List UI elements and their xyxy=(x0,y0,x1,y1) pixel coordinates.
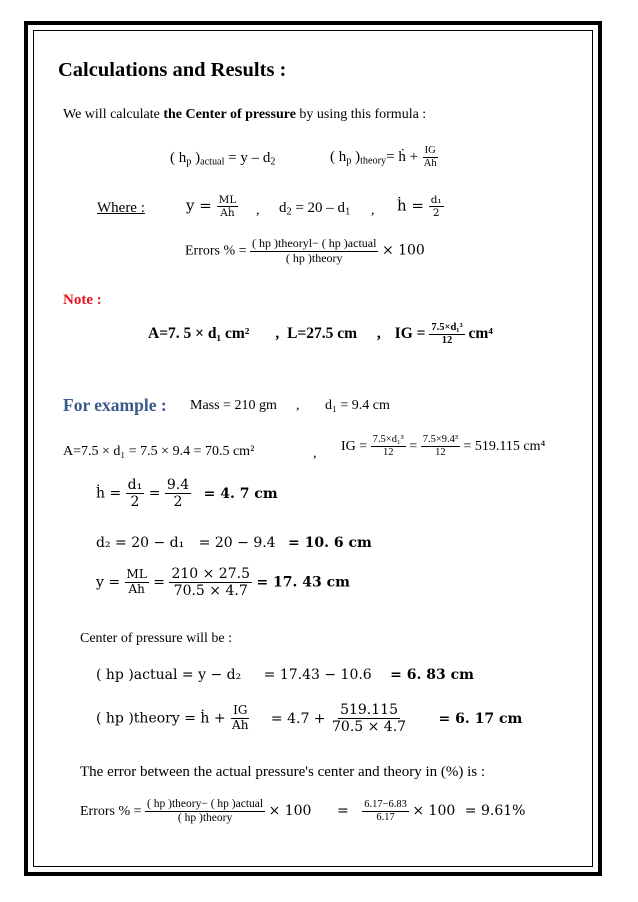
ig-lhs: IG = xyxy=(341,438,368,454)
cop-theory-frac xyxy=(330,702,408,735)
y-frac1 xyxy=(125,568,149,597)
example-label: For example : xyxy=(63,395,167,415)
h-calc xyxy=(96,477,278,510)
where-label: Where : xyxy=(97,200,145,216)
cop-actual xyxy=(96,667,474,683)
example-d1: d₁ = 9.4 cm xyxy=(325,398,390,413)
hpt-close: ) xyxy=(351,149,361,165)
y-eq2: = xyxy=(153,574,165,591)
actual-sub: actual xyxy=(200,156,225,168)
y-num1: ML xyxy=(126,567,147,582)
ml-over-ah xyxy=(217,194,239,219)
h-num1: d₁ xyxy=(127,477,143,493)
error-calc-den2: 6.17 xyxy=(376,812,395,824)
p-sub: p xyxy=(186,156,192,168)
ig-calc xyxy=(341,434,545,459)
h-result: = 4. 7 cm xyxy=(203,485,278,502)
h-eq: ḣ = xyxy=(397,196,424,215)
error-calc-num2: 6.17−6.83 xyxy=(362,799,409,812)
error-calc xyxy=(80,798,525,825)
p-sub2: p xyxy=(346,155,352,167)
h-frac2 xyxy=(165,477,191,510)
d2-lhs: d₂ = 20 − d₁ xyxy=(96,535,185,551)
frac-den: Aḣ xyxy=(423,158,437,170)
error-calc-num: ( hp )theory− ( hp )actual xyxy=(145,798,265,812)
h-num2: 9.4 xyxy=(166,477,190,493)
hp-open: ( h xyxy=(170,150,187,166)
cop-theory-lhs: ( hp )theory = ḣ + xyxy=(96,710,226,727)
ig-frac1 xyxy=(371,434,406,459)
cop-ah: Aḣ xyxy=(232,718,249,733)
ml: ML xyxy=(218,194,237,206)
times-100: × 100 xyxy=(381,242,425,259)
error-calc-times2: × 100 xyxy=(412,802,456,819)
h-lhs: ḣ = xyxy=(96,485,122,502)
hp-actual-rhs: = y – d xyxy=(224,150,271,166)
cop-label: Center of pressure will be : xyxy=(80,631,233,646)
ig-frac2-den: 12 xyxy=(435,447,446,459)
error-calc-frac xyxy=(145,798,265,825)
d2-calc xyxy=(96,535,372,551)
formula-hp-theory xyxy=(330,145,439,170)
hp-close: ) xyxy=(191,150,201,166)
d1: d₁ xyxy=(430,194,442,206)
a-calc: A=7.5 × d₁ = 7.5 × 9.4 = 70.5 cm² xyxy=(63,444,255,459)
ig-result: = 519.115 cm⁴ xyxy=(463,438,546,454)
ah: Aḣ xyxy=(220,207,235,220)
cop-actual-lhs: ( hp )actual = y − d₂ xyxy=(96,667,242,683)
cop-ig-frac xyxy=(230,704,250,733)
y-result: = 17. 43 cm xyxy=(256,574,350,591)
note-ig-num: 7.5×d₁³ xyxy=(429,322,464,335)
y-den2: 70.5 × 4.7 xyxy=(173,583,248,600)
example-sep2: , xyxy=(313,446,317,461)
d2-sub: 2 xyxy=(270,156,276,168)
frac-num: IG xyxy=(423,145,438,158)
note-line xyxy=(148,322,493,347)
errors-fraction xyxy=(250,237,378,266)
where-d2 xyxy=(279,200,350,217)
error-calc-den: ( hp )theory xyxy=(177,812,233,825)
theory-sub: theory xyxy=(360,155,387,167)
error-calc-frac2 xyxy=(362,799,409,824)
cop-theory-den: 70.5 × 4.7 xyxy=(332,719,407,736)
h-eq2: = xyxy=(148,485,161,502)
errors-den: ( hp )theory xyxy=(285,250,343,265)
d2-res: = 10. 6 cm xyxy=(288,535,372,551)
y-num2: 210 × 27.5 xyxy=(171,566,250,582)
y-eq: y = xyxy=(186,196,212,215)
h-frac1 xyxy=(126,477,145,510)
note-ig-frac xyxy=(429,322,464,347)
y-frac2 xyxy=(169,566,252,599)
hpt-open: ( h xyxy=(330,149,347,165)
intro-text xyxy=(63,107,426,123)
note-l: L=27.5 cm xyxy=(287,325,358,343)
ig-frac1-num: 7.5×d₁³ xyxy=(371,434,406,447)
note-ig-lhs: IG = xyxy=(394,325,426,343)
error-statement: The error between the actual pressure's center and theory in (%) is : xyxy=(80,764,486,780)
cop-ig: IG xyxy=(233,703,248,718)
ig-eq: = xyxy=(409,438,418,454)
d1-subscript: 1 xyxy=(345,206,351,218)
page-title: Calculations and Results : xyxy=(58,59,287,81)
example-mass: Mass = 210 gm xyxy=(190,398,277,413)
errors-label: Errors % = xyxy=(185,243,247,259)
d2-subscript: 2 xyxy=(286,206,292,218)
hpt-rhs: = ḣ + xyxy=(386,149,419,165)
ig-over-ah xyxy=(422,145,439,170)
cop-actual-mid: = 17.43 − 10.6 xyxy=(263,667,372,683)
two: 2 xyxy=(432,207,440,220)
where-comma2: , xyxy=(371,203,375,218)
d2-d: d xyxy=(279,200,287,216)
errors-formula xyxy=(185,237,425,266)
ig-frac2 xyxy=(421,434,460,459)
cop-theory xyxy=(96,702,522,735)
intro-prefix: We will calculate xyxy=(63,107,164,122)
note-a: A=7. 5 × d₁ cm² xyxy=(148,325,250,343)
cop-theory-mid: = 4.7 + xyxy=(270,710,326,727)
y-calc xyxy=(96,566,350,599)
errors-num: ( hp )theoryl− ( hp )actual xyxy=(252,236,377,250)
where-y xyxy=(186,194,238,219)
h-den2: 2 xyxy=(173,494,183,511)
h-den1: 2 xyxy=(130,494,140,511)
error-calc-eq: = xyxy=(336,802,349,819)
cop-actual-res: = 6. 83 cm xyxy=(390,667,474,683)
error-calc-times: × 100 xyxy=(268,802,312,819)
d2-mid: = 20 − 9.4 xyxy=(198,535,276,551)
d2-rest: = 20 – d xyxy=(291,200,346,216)
error-calc-result: = 9.61% xyxy=(464,802,526,819)
ig-frac2-num: 7.5×9.4³ xyxy=(421,434,460,447)
note-ig-unit: cm⁴ xyxy=(468,325,493,343)
cop-theory-res: = 6. 17 cm xyxy=(438,710,523,727)
where-comma1: , xyxy=(256,203,260,218)
note-sep1: , xyxy=(275,325,280,343)
formula-hp-actual xyxy=(170,150,275,167)
ig-frac1-den: 12 xyxy=(382,447,394,459)
where-h xyxy=(397,194,444,219)
cop-theory-num: 519.115 xyxy=(340,702,398,718)
example-sep: , xyxy=(296,398,300,413)
y-den1: Aḣ xyxy=(128,582,145,597)
intro-bold: the Center of pressure xyxy=(163,107,296,122)
note-ig-den: 12 xyxy=(441,335,453,347)
error-calc-label: Errors % = xyxy=(80,803,142,819)
d1-over-2 xyxy=(429,194,444,219)
y-lhs: y = xyxy=(96,574,121,591)
note-label: Note : xyxy=(63,292,102,308)
note-sep2: , xyxy=(376,325,381,343)
intro-suffix: by using this formula : xyxy=(295,107,427,122)
